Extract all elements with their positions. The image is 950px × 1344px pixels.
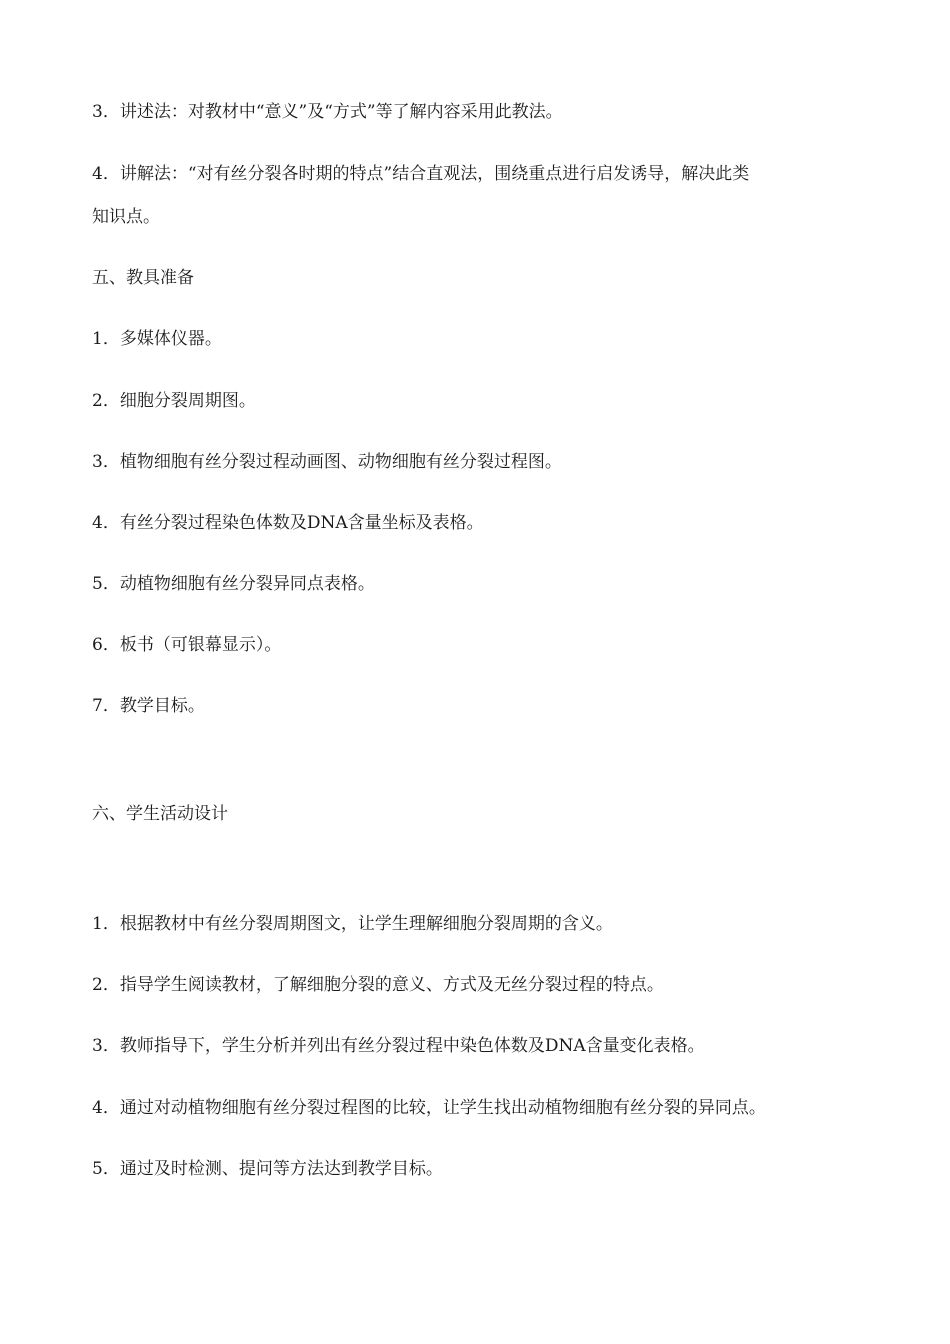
method-item-3: 3．讲述法：对教材中“意义”及“方式”等了解内容采用此教法。 (92, 102, 563, 122)
student-activity-item-5: 5．通过及时检测、提问等方法达到教学目标。 (92, 1159, 443, 1179)
student-activity-item-2: 2．指导学生阅读教材，了解细胞分裂的意义、方式及无丝分裂过程的特点。 (92, 975, 664, 995)
teaching-aid-item-6: 6．板书（可银幕显示）。 (92, 635, 282, 655)
student-activity-item-3: 3．教师指导下，学生分析并列出有丝分裂过程中染色体数及DNA含量变化表格。 (92, 1036, 705, 1056)
method-item-4-line-2: 知识点。 (92, 207, 160, 227)
teaching-aid-item-5: 5．动植物细胞有丝分裂异同点表格。 (92, 574, 375, 594)
teaching-aid-item-4: 4．有丝分裂过程染色体数及DNA含量坐标及表格。 (92, 513, 484, 533)
section-heading-student-activities: 六、学生活动设计 (92, 804, 228, 824)
student-activity-item-4: 4．通过对动植物细胞有丝分裂过程图的比较，让学生找出动植物细胞有丝分裂的异同点。 (92, 1098, 766, 1118)
section-heading-teaching-aids: 五、教具准备 (92, 268, 194, 288)
teaching-aid-item-7: 7．教学目标。 (92, 696, 205, 716)
student-activity-item-1: 1．根据教材中有丝分裂周期图文，让学生理解细胞分裂周期的含义。 (92, 914, 613, 934)
teaching-aid-item-1: 1．多媒体仪器。 (92, 329, 222, 349)
teaching-aid-item-3: 3．植物细胞有丝分裂过程动画图、动物细胞有丝分裂过程图。 (92, 452, 562, 472)
method-item-4-line-1: 4．讲解法：“对有丝分裂各时期的特点”结合直观法，围绕重点进行启发诱导，解决此类 (92, 164, 750, 184)
teaching-aid-item-2: 2．细胞分裂周期图。 (92, 391, 256, 411)
